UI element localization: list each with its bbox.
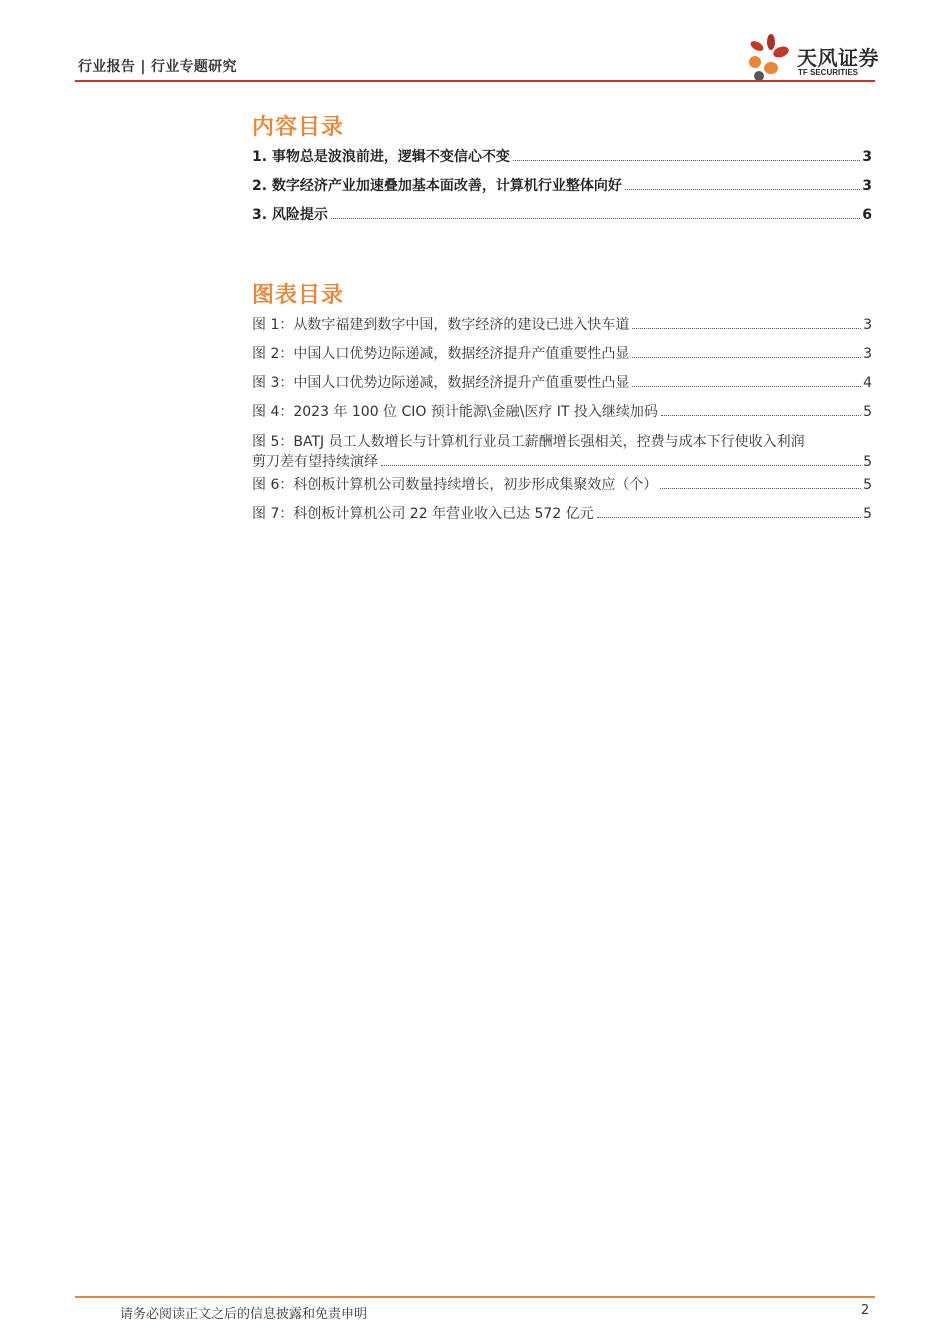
footer-disclaimer: 请务必阅读正文之后的信息披露和免责申明 xyxy=(120,1307,368,1322)
toc-item[interactable] xyxy=(252,204,872,233)
dot-leader xyxy=(661,415,861,416)
dot-leader xyxy=(632,386,861,387)
figure-item[interactable] xyxy=(252,503,872,532)
figure-item-label: 图 2：中国人口优势边际递减，数据经济提升产值重要性凸显 xyxy=(252,346,630,362)
dot-leader xyxy=(331,218,860,219)
dot-leader xyxy=(381,465,861,466)
dot-leader xyxy=(632,357,861,358)
figure-item-page: 5 xyxy=(863,506,872,522)
company-logo xyxy=(745,32,885,82)
figure-item-label: 图 1：从数字福建到数字中国，数字经济的建设已进入快车道 xyxy=(252,317,630,333)
figure-item-page: 4 xyxy=(863,375,872,391)
figure-item-page: 3 xyxy=(863,317,872,333)
figure-item[interactable] xyxy=(252,401,872,430)
figure-item[interactable] xyxy=(252,474,872,503)
header-divider xyxy=(75,80,875,82)
toc-item-page: 3 xyxy=(862,178,872,194)
contents-title: 内容目录 xyxy=(252,115,345,140)
page-number: 2 xyxy=(861,1303,870,1318)
dot-leader xyxy=(632,328,861,329)
figure-item-label: 图 5：BATJ 员工人数增长与计算机行业员工薪酬增长强相关，控费与成本下行使收入利润 xyxy=(252,434,805,450)
figure-item[interactable] xyxy=(252,343,872,372)
figure-item-label: 图 7：科创板计算机公司 22 年营业收入已达 572 亿元 xyxy=(252,506,594,522)
toc-item-page: 6 xyxy=(862,207,872,223)
toc-item-label: 3. 风险提示 xyxy=(252,207,328,223)
figure-item-label: 图 6：科创板计算机公司数量持续增长，初步形成集聚效应（个） xyxy=(252,477,658,493)
figure-item-label-continued: 剪刀差有望持续演绎 xyxy=(252,454,378,470)
figure-item-label: 图 3：中国人口优势边际递减，数据经济提升产值重要性凸显 xyxy=(252,375,630,391)
figure-item-page: 5 xyxy=(863,454,872,470)
contents-list xyxy=(252,146,872,233)
header-breadcrumb: 行业报告 | 行业专题研究 xyxy=(78,59,237,75)
petal-logo-icon xyxy=(745,32,797,84)
figure-item-label: 图 4：2023 年 100 位 CIO 预计能源\金融\医疗 IT 投入继续加码 xyxy=(252,404,658,420)
figure-item[interactable] xyxy=(252,430,872,474)
logo-subtitle: TF SECURITIES xyxy=(798,68,859,77)
dot-leader xyxy=(513,160,860,161)
toc-item-label: 1. 事物总是波浪前进，逻辑不变信心不变 xyxy=(252,149,510,165)
toc-item-page: 3 xyxy=(862,149,872,165)
footer-divider xyxy=(75,1296,875,1298)
toc-item[interactable] xyxy=(252,146,872,175)
figure-item-page: 3 xyxy=(863,346,872,362)
logo-name: 天风证券 xyxy=(797,46,879,70)
figure-item[interactable] xyxy=(252,372,872,401)
toc-item[interactable] xyxy=(252,175,872,204)
figures-list xyxy=(252,314,872,532)
figure-item[interactable] xyxy=(252,314,872,343)
dot-leader xyxy=(660,488,861,489)
figure-item-page: 5 xyxy=(863,477,872,493)
figure-item-page: 5 xyxy=(863,404,872,420)
dot-leader xyxy=(597,517,861,518)
toc-item-label: 2. 数字经济产业加速叠加基本面改善，计算机行业整体向好 xyxy=(252,178,622,194)
figures-title: 图表目录 xyxy=(252,283,345,308)
dot-leader xyxy=(625,189,860,190)
